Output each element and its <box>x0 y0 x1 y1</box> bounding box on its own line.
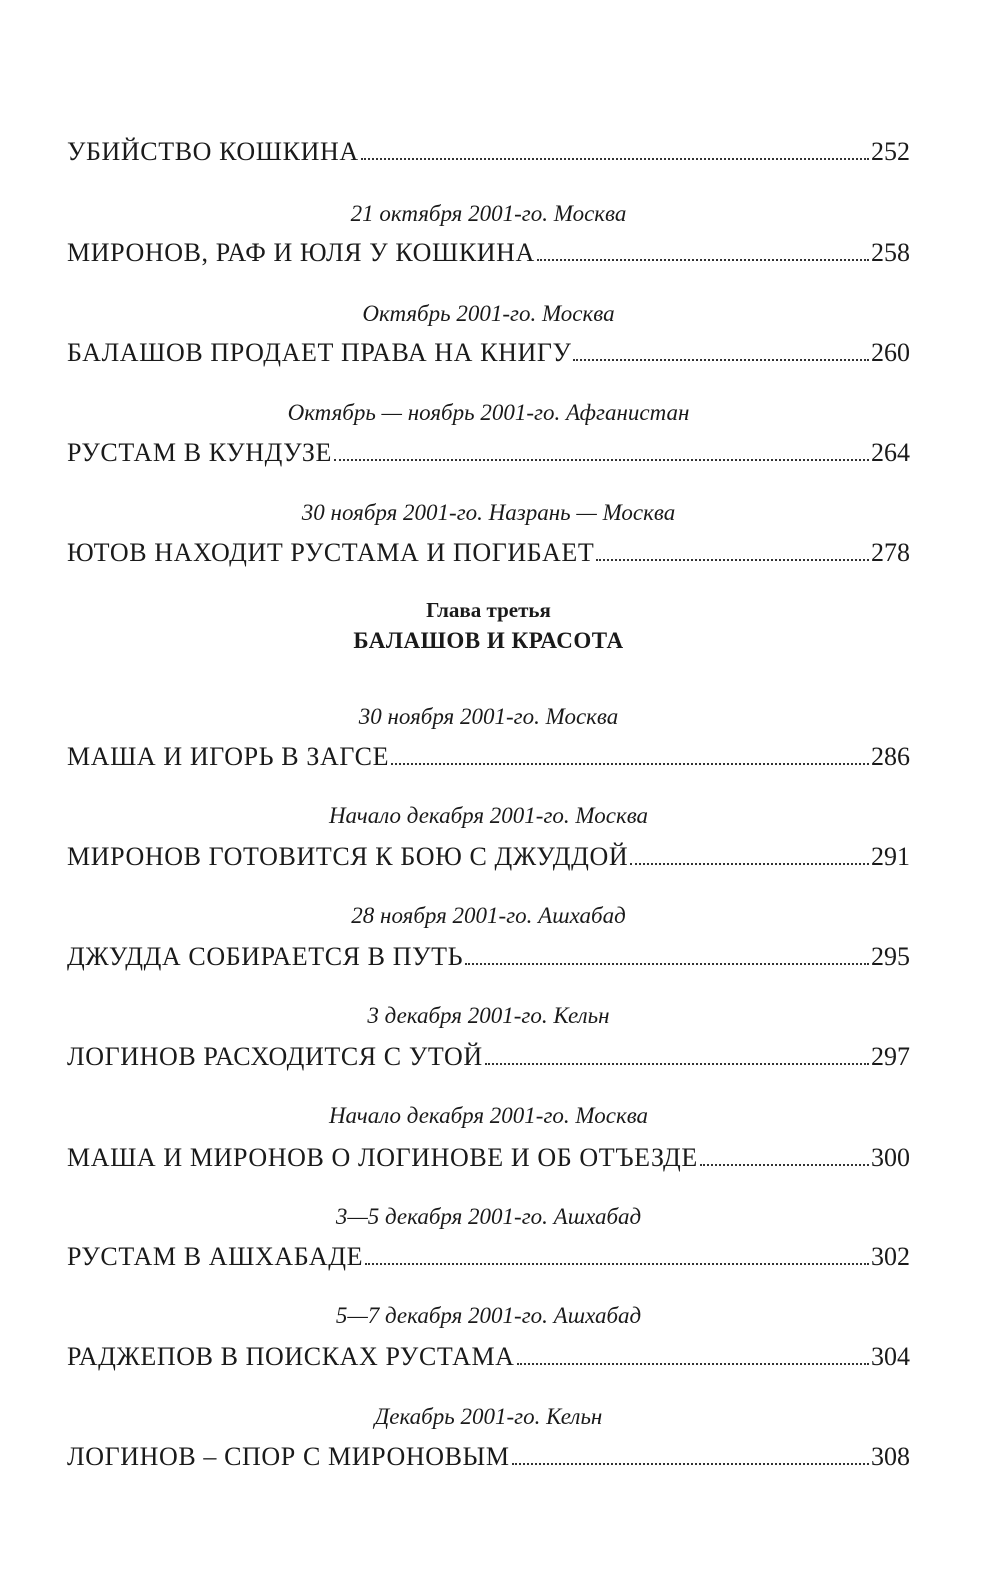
toc-entry-subtitle: Начало декабря 2001-го. Москва <box>328 1103 649 1128</box>
toc-page-number: 304 <box>871 1342 910 1371</box>
toc-leader-dots <box>485 1063 869 1065</box>
toc-page <box>67 0 910 1578</box>
toc-entry <box>67 1141 910 1175</box>
toc-entry <box>67 1440 910 1474</box>
toc-entry <box>67 740 910 774</box>
toc-page-number: 302 <box>871 1242 910 1271</box>
toc-leader-dots <box>465 963 869 965</box>
toc-entry-title: ЛОГИНОВ РАСХОДИТСЯ С УТОЙ <box>67 1042 483 1071</box>
toc-entry-title: ЮТОВ НАХОДИТ РУСТАМА И ПОГИБАЕТ <box>67 538 595 567</box>
toc-entry-title: БАЛАШОВ ПРОДАЕТ ПРАВА НА КНИГУ <box>67 338 572 367</box>
chapter-title: БАЛАШОВ И КРАСОТА <box>353 628 624 653</box>
toc-leader-dots <box>365 1263 869 1265</box>
toc-entry <box>67 840 910 874</box>
toc-page-number: 308 <box>871 1442 910 1471</box>
toc-entry-title: РУСТАМ В АШХАБАДЕ <box>67 1242 364 1271</box>
toc-entry <box>67 1240 910 1274</box>
toc-entry-subtitle: 3—5 декабря 2001-го. Ашхабад <box>335 1204 642 1229</box>
toc-entry-subtitle: 30 ноября 2001-го. Москва <box>358 704 619 729</box>
toc-entry-subtitle: Начало декабря 2001-го. Москва <box>328 803 649 828</box>
toc-page-number: 264 <box>871 438 910 467</box>
toc-entry-title: МАША И ИГОРЬ В ЗАГСЕ <box>67 742 390 771</box>
toc-entry-subtitle: 28 ноября 2001-го. Ашхабад <box>351 903 626 928</box>
toc-page-number: 291 <box>871 842 910 871</box>
toc-entry-subtitle: Октябрь 2001-го. Москва <box>362 301 615 326</box>
toc-entry-subtitle: 3 декабря 2001-го. Кельн <box>367 1003 610 1028</box>
toc-leader-dots <box>537 259 869 261</box>
toc-leader-dots <box>596 559 869 561</box>
toc-entry-title: УБИЙСТВО КОШКИНА <box>67 137 359 166</box>
toc-page-number: 295 <box>871 942 910 971</box>
toc-leader-dots <box>361 158 869 160</box>
toc-leader-dots <box>630 863 869 865</box>
toc-leader-dots <box>573 359 869 361</box>
toc-page-number: 286 <box>871 742 910 771</box>
toc-entry-title: МИРОНОВ, РАФ И ЮЛЯ У КОШКИНА <box>67 238 535 267</box>
toc-entry <box>67 536 910 570</box>
chapter-label: Глава третья <box>426 598 551 622</box>
toc-entry <box>67 940 910 974</box>
toc-page-number: 260 <box>871 338 910 367</box>
toc-entry-subtitle: Октябрь — ноябрь 2001-го. Афганистан <box>287 400 690 425</box>
toc-leader-dots <box>334 459 869 461</box>
toc-entry <box>67 236 910 270</box>
toc-entry <box>67 436 910 470</box>
toc-entry-title: МИРОНОВ ГОТОВИТСЯ К БОЮ С ДЖУДДОЙ <box>67 842 629 871</box>
toc-entry-subtitle: Декабрь 2001-го. Кельн <box>374 1404 603 1429</box>
toc-page-number: 300 <box>871 1143 910 1172</box>
toc-page-number: 258 <box>871 238 910 267</box>
toc-leader-dots <box>512 1463 869 1465</box>
toc-entry-title: ЛОГИНОВ – СПОР С МИРОНОВЫМ <box>67 1442 510 1471</box>
toc-page-number: 297 <box>871 1042 910 1071</box>
toc-page-number: 252 <box>871 137 910 166</box>
toc-entry-title: РУСТАМ В КУНДУЗЕ <box>67 438 333 467</box>
toc-entry-title: ДЖУДДА СОБИРАЕТСЯ В ПУТЬ <box>67 942 464 971</box>
toc-entry-subtitle: 30 ноября 2001-го. Назрань — Москва <box>301 500 676 525</box>
toc-entry-subtitle: 21 октября 2001-го. Москва <box>350 201 627 226</box>
toc-entry <box>67 1340 910 1374</box>
toc-page-number: 278 <box>871 538 910 567</box>
toc-leader-dots <box>700 1164 869 1166</box>
toc-leader-dots <box>517 1363 869 1365</box>
toc-leader-dots <box>391 763 869 765</box>
toc-entry <box>67 135 910 169</box>
toc-entry-title: МАША И МИРОНОВ О ЛОГИНОВЕ И ОБ ОТЪЕЗДЕ <box>67 1143 698 1172</box>
toc-entry-title: РАДЖЕПОВ В ПОИСКАХ РУСТАМА <box>67 1342 515 1371</box>
toc-entry <box>67 1040 910 1074</box>
toc-entry <box>67 336 910 370</box>
toc-entry-subtitle: 5—7 декабря 2001-го. Ашхабад <box>335 1303 642 1328</box>
